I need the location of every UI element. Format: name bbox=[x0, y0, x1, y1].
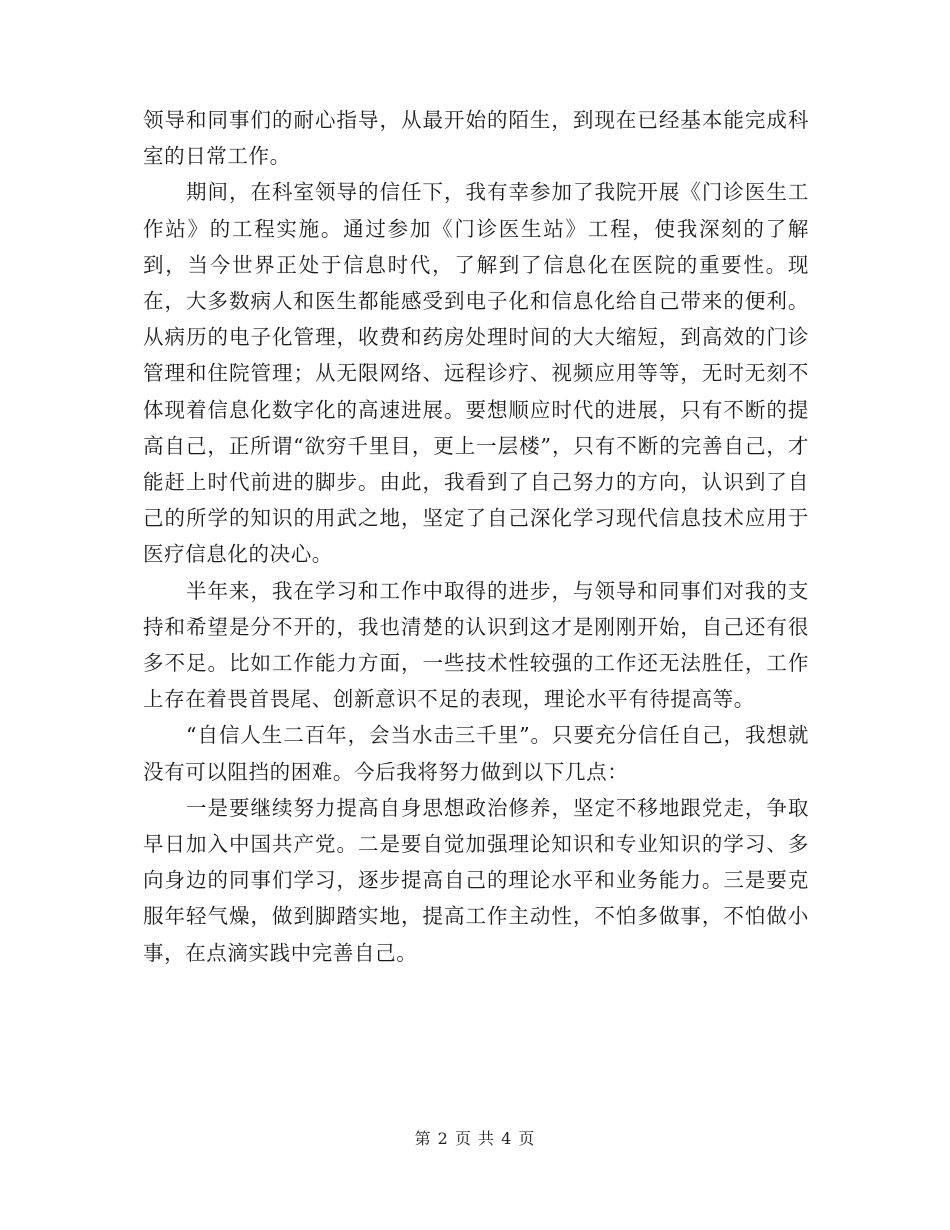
paragraph-quote: “自信人生二百年，会当水击三千里”。只要充分信任自己，我想就没有可以阻挡的困难。今后我将努力做到以下几点： bbox=[143, 723, 809, 784]
page-number-footer: 第 2 页 共 4 页 bbox=[414, 1129, 536, 1148]
document-body bbox=[143, 102, 809, 971]
paragraph-continuation: 领导和同事们的耐心指导，从最开始的陌生，到现在已经基本能完成科室的日常工作。 bbox=[143, 108, 809, 169]
paragraph-goals: 一是要继续努力提高自身思想政治修养，坚定不移地跟党走，争取早日加入中国共产党。二是要自觉加强理论知识和专业知识的学习、多向身边的同事们学习，逐步提高自己的理论水平和业务能力。三是要克服年轻气燥，做到脚踏实地，提高工作主动性，不怕多做事，不怕做小事，在点滴实践中完善自己。 bbox=[143, 795, 809, 965]
paragraph-project: 期间，在科室领导的信任下，我有幸参加了我院开展《门诊医生工作站》的工程实施。通过参加《门诊医生站》工程，使我深刻的了解到，当今世界正处于信息时代，了解到了信息化在医院的重要性。现在，大多数病人和医生都能感受到电子化和信息化给自己带来的便利。从病历的电子化管理，收费和药房处理时间的大大缩短，到高效的门诊管理和住院管理；从无限网络、远程诊疗、视频应用等等，无时无刻不体现着信息化数字化的高速进展。要想顺应时代的进展，只有不断的提高自己，正所谓“欲穷千里目，更上一层楼”，只有不断的完善自己，才能赶上时代前进的脚步。由此，我看到了自己努力的方向，认识到了自己的所学的知识的用武之地，坚定了自己深化学习现代信息技术应用于医疗信息化的决心。 bbox=[143, 180, 809, 567]
paragraph-progress: 半年来，我在学习和工作中取得的进步，与领导和同事们对我的支持和希望是分不开的，我也清楚的认识到这才是刚刚开始，自己还有很多不足。比如工作能力方面，一些技术性较强的工作还无法胜任，工作上存在着畏首畏尾、创新意识不足的表现，理论水平有待提高等。 bbox=[143, 578, 809, 712]
